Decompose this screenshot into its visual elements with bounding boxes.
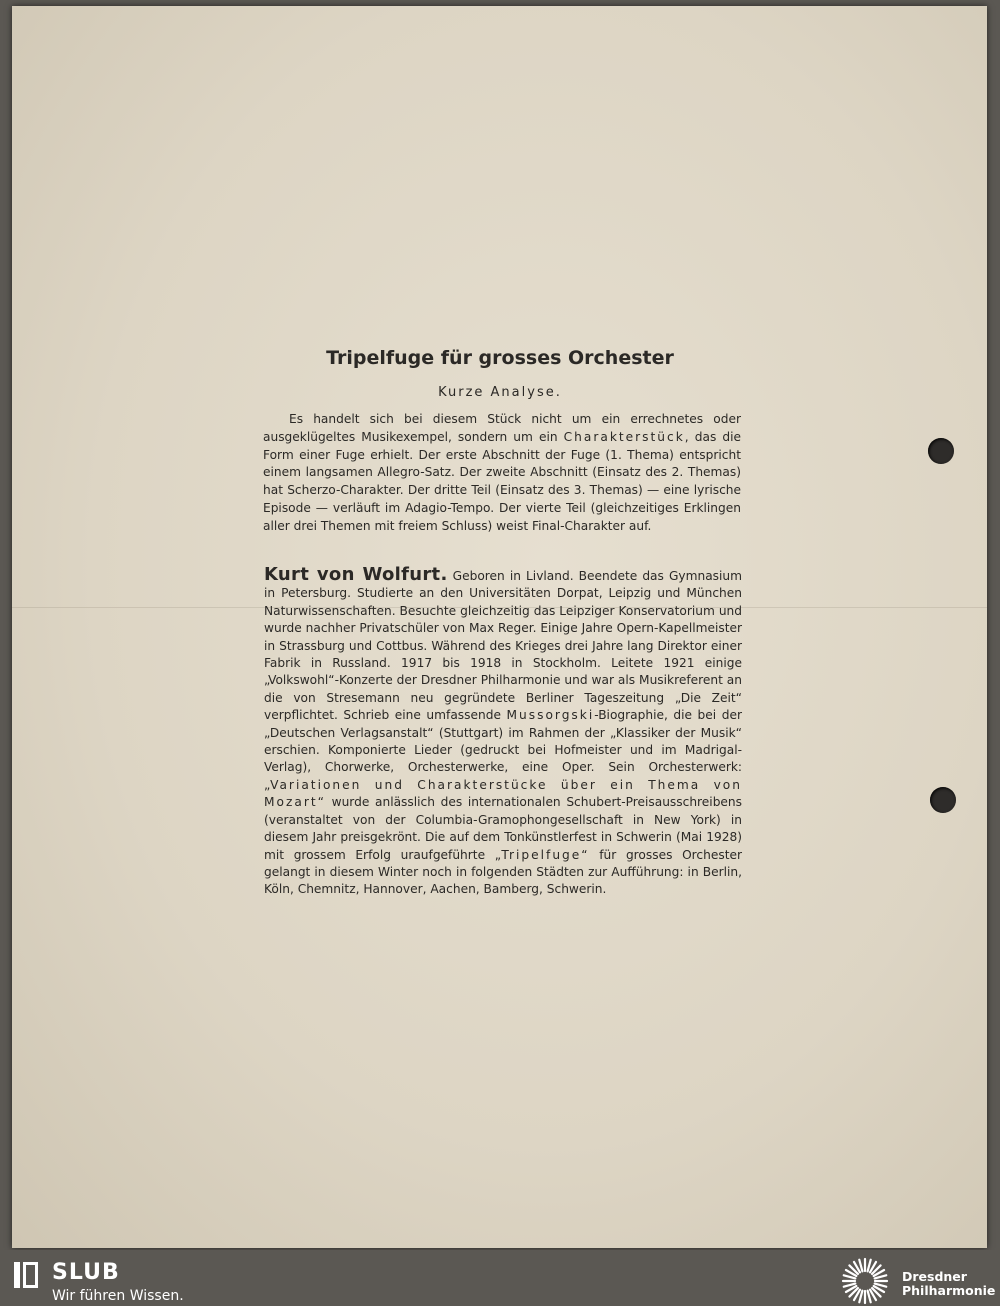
bio-text-2: -Biographie, die bei der „Deutschen Verlagsanstalt“ (Stuttgart) im Rahmen der „Klassiker der Musik“ erschien. Komponierte Lieder (gedruckt bei Hofmeister und im Madrigal-Verlag), Chorwerke, Orchesterwerke, eine Oper. Sein Orchesterwerk: bbox=[264, 708, 742, 775]
bio-spaced-3: „Tripelfuge“ bbox=[494, 847, 590, 862]
partner-name bbox=[902, 1270, 995, 1298]
bio-text-4: für grosses Orchester gelangt in diesem Winter noch in folgenden Städten zur Aufführung: in Berlin, Köln, Chemnitz, Hannover, Aachen, Bamberg, Schwerin. bbox=[264, 847, 742, 897]
analysis-paragraph bbox=[263, 411, 741, 536]
composer-name: Kurt von Wolfurt. bbox=[264, 564, 448, 585]
logo-ray bbox=[875, 1275, 887, 1278]
slub-logo-icon bbox=[14, 1262, 38, 1288]
bio-text-1: Geboren in Livland. Beendete das Gymnasium in Petersburg. Studierte an den Universitäten Dorpat, Leipzig und München Naturwissenschaften. Besuchte gleichzeitig das Leipziger Konservatorium und wurde nachher Privatschüler von Max Reger. Einige Jahre Opern-Kapellmeister in Strassburg und Cottbus. Während des Krieges drei Jahre lang Direktor einer Fabrik in Russland. 1917 bis 1918 in Stockholm. Leitete 1921 einige „Volkswohl“-Konzerte der Dresdner Philharmonie und war als Musikreferent an die von Stresemann neu gegründete Berliner Tageszeitung „Die Zeit“ verpflichtet. Schrieb eine umfassende bbox=[264, 569, 742, 723]
logo-ray bbox=[859, 1260, 862, 1272]
analysis-text-2: , das die Form einer Fuge erhielt. Der erste Abschnitt der Fuge (1. Thema) entspricht einem langsamen Allegro-Satz. Der zweite Abschnitt (Einsatz des 2. Themas) hat Scherzo-Charakter. Der dritte Teil (Einsatz des 3. Themas) — eine lyrische Episode — verläuft im Adagio-Tempo. Der vierte Teil (gleichzeitiges Erklingen aller drei Themen mit freiem Schluss) weist Final-Charakter auf. bbox=[263, 429, 741, 533]
logo-ray bbox=[868, 1291, 871, 1303]
bio-spaced-1: Mussorgski bbox=[506, 708, 595, 723]
punch-hole-bottom bbox=[930, 787, 956, 813]
punch-hole-top bbox=[928, 438, 954, 464]
logo-ray bbox=[875, 1284, 887, 1287]
document-title: Tripelfuge für grosses Orchester bbox=[326, 347, 674, 369]
logo-ray bbox=[844, 1284, 856, 1287]
document-subtitle: Kurze Analyse. bbox=[438, 385, 562, 400]
logo-ray bbox=[868, 1260, 871, 1272]
partner-name-line2: Philharmonie bbox=[902, 1283, 996, 1298]
partner-name-line1: Dresdner bbox=[902, 1269, 967, 1284]
philharmonie-logo-icon bbox=[840, 1256, 890, 1306]
analysis-text-1: Es handelt sich bei diesem Stück nicht um ein errechnetes oder ausgeklügeltes Musikexempel, sondern um ein bbox=[263, 412, 741, 444]
biography-paragraph bbox=[264, 566, 742, 899]
bio-text-3: wurde anlässlich des internationalen Schubert-Preisausschreibens (veranstaltet von der Columbia-Gramophongesellschaft in New York) in diesem Jahr preisgekrönt. Die auf dem Tonkünstlerfest in Schwerin (Mai 1928) mit grossem Erfolg uraufgeführte bbox=[264, 795, 742, 862]
logo-ray bbox=[859, 1291, 862, 1303]
library-name: SLUB bbox=[52, 1260, 120, 1285]
analysis-spaced-word: Charakterstück bbox=[563, 429, 685, 444]
logo-ray bbox=[844, 1275, 856, 1278]
bio-spaced-2: „Variationen und Charakterstücke über ein Thema von Mozart“ bbox=[264, 777, 742, 810]
library-claim: Wir führen Wissen. bbox=[52, 1288, 184, 1304]
